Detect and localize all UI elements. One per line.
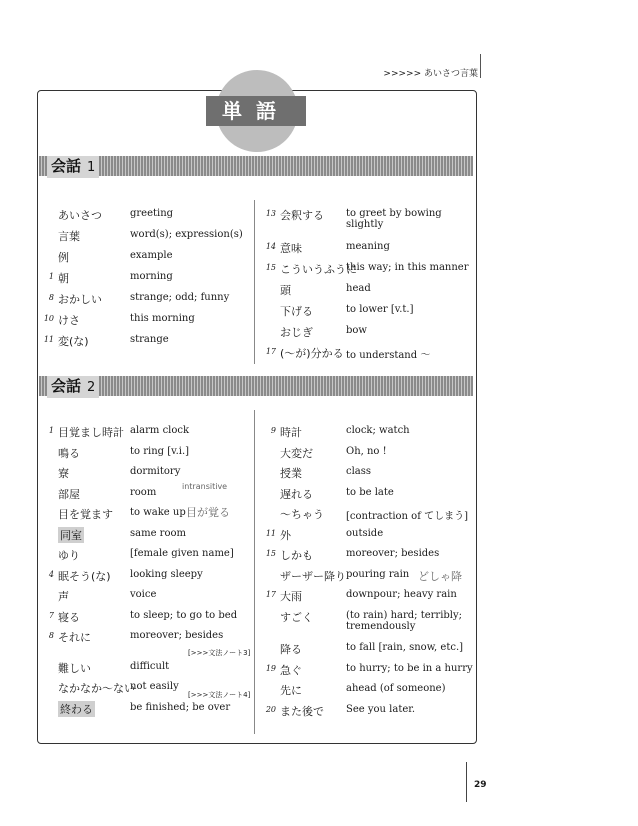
entry-japanese: 目覚まし時計 <box>58 426 124 439</box>
page-title: 単語 <box>206 96 306 126</box>
entry-japanese: 外 <box>280 528 291 542</box>
section-title: 会話 <box>51 157 82 175</box>
entry-japanese: 先に <box>280 684 302 697</box>
entry-number: 1 <box>48 426 54 435</box>
entry-number: 14 <box>265 242 276 251</box>
entry-english: downpour; heavy rain <box>346 589 457 600</box>
entry-english: looking sleepy <box>130 568 203 580</box>
entry-english: clock; watch <box>346 425 410 436</box>
entry-japanese: しかも <box>280 549 313 562</box>
entry-japanese: 声 <box>58 590 69 603</box>
entry-english: alarm clock <box>130 425 190 436</box>
entry-japanese: 遅れる <box>280 487 313 501</box>
entry-number: 20 <box>265 704 276 714</box>
entry-japanese: 終わる <box>60 702 93 716</box>
entry-japanese: 会釈する <box>280 209 324 222</box>
entry-english: morning <box>130 271 173 282</box>
entry-japanese: それに <box>58 631 91 644</box>
entry-japanese: 例 <box>58 251 69 264</box>
entry-japanese: 下げる <box>280 305 313 318</box>
entry-number: 4 <box>48 569 54 579</box>
entry-english: to hurry; to be in a hurry <box>346 662 473 674</box>
entry-english: bow <box>346 325 367 336</box>
entry-english: not easily <box>130 681 179 692</box>
entry-english: room <box>130 486 157 498</box>
handwritten-intransitive: intransitive <box>182 482 228 491</box>
entry-japanese: 大変だ <box>280 446 313 460</box>
entry-english: [female given name] <box>130 548 234 559</box>
entry-english: greeting <box>130 208 174 219</box>
entry-japanese: 眠そう(な) <box>58 569 111 583</box>
entry-japanese: すごく <box>280 610 313 624</box>
entry-japanese: 寝る <box>58 610 80 624</box>
entry-japanese: 難しい <box>58 661 91 675</box>
section-bar-2 <box>39 376 473 396</box>
entry-english: to fall [rain, snow, etc.] <box>346 642 464 653</box>
entry-english: dormitory <box>130 466 181 477</box>
entry-japanese: (～が)分かる <box>280 347 344 360</box>
entry-english: example <box>130 250 173 261</box>
page-number-rule <box>466 762 467 802</box>
entry-number: 15 <box>265 263 276 272</box>
entry-english: head <box>346 283 371 294</box>
entry-english: to wake up <box>130 507 186 518</box>
section-number: 2 <box>87 380 96 395</box>
entry-number: 8 <box>48 293 54 302</box>
entry-number: 1 <box>48 272 54 281</box>
handwritten-note-doshaburi: どしゃ降 <box>418 570 462 583</box>
section-bar-1 <box>39 156 473 176</box>
entry-number: 7 <box>48 610 54 620</box>
entry-number: 17 <box>265 590 276 599</box>
entry-number: 11 <box>43 335 54 344</box>
entry-english: to lower [v.t.] <box>346 304 414 315</box>
entry-japanese: 急ぐ <box>280 663 302 677</box>
entry-japanese: けさ <box>58 314 80 327</box>
entry-english: this way; in this manner <box>346 262 469 273</box>
entry-english: [contraction of てしまう] <box>346 511 468 522</box>
entry-japanese: ゆり <box>58 549 80 562</box>
entry-english: to greet by bowing slightly <box>346 208 442 230</box>
entry-japanese: 鳴る <box>58 446 80 460</box>
entry-number: 11 <box>265 528 276 538</box>
entry-japanese: 寮 <box>58 467 69 480</box>
entry-japanese: 変(な) <box>58 335 89 348</box>
entry-english: difficult <box>130 660 170 672</box>
entry-japanese: 授業 <box>280 467 302 480</box>
entry-english: same room <box>130 527 186 539</box>
entry-number: 10 <box>43 314 54 323</box>
entry-english: to ring [v.i.] <box>130 445 190 457</box>
entry-english: to sleep; to go to bed <box>130 609 238 621</box>
section-title: 会話 <box>51 377 82 395</box>
entry-number: 19 <box>265 663 276 673</box>
entry-english: strange <box>130 334 169 345</box>
entry-number: 17 <box>265 347 276 356</box>
entry-english: this morning <box>130 313 195 324</box>
entry-japanese: あいさつ <box>58 209 102 222</box>
handwritten-note-megasameru: 目が覚る <box>186 506 230 519</box>
section-number: 1 <box>87 160 96 175</box>
entry-japanese: おじぎ <box>280 326 313 339</box>
entry-english: pouring rain <box>346 568 410 580</box>
entry-english: moreover; besides <box>346 548 440 559</box>
entry-japanese: 部屋 <box>58 487 80 501</box>
entry-english: outside <box>346 527 384 539</box>
page-header: >>>>> あいさつ言葉 <box>383 69 478 79</box>
entry-japanese: ザーザー降り <box>280 569 346 583</box>
entry-english: ahead (of someone) <box>346 683 446 694</box>
entry-english: strange; odd; funny <box>130 292 230 303</box>
entry-japanese: 時計 <box>280 426 302 439</box>
entry-english: See you later. <box>346 703 416 715</box>
entry-english: moreover; besides <box>130 630 224 641</box>
section-label <box>47 156 99 178</box>
entry-number: 8 <box>48 631 54 640</box>
entry-english: Oh, no ! <box>346 445 387 457</box>
entry-japanese: 頭 <box>280 284 291 297</box>
entry-english: word(s); expression(s) <box>130 229 243 240</box>
entry-japanese: こういうふうに <box>280 263 357 276</box>
column-divider <box>254 410 255 734</box>
entry-japanese: 降る <box>280 643 302 656</box>
entry-japanese: 同室 <box>60 528 82 542</box>
entry-english: voice <box>130 589 157 600</box>
entry-japanese: おかしい <box>58 293 102 306</box>
entry-english: (to rain) hard; terribly; tremendously <box>346 609 463 632</box>
entry-english: to understand ～ <box>346 350 431 361</box>
grammar-note-4: [>>>文法ノート4] <box>188 691 251 699</box>
entry-english: to be late <box>346 486 394 498</box>
entry-japanese: なかなか～ない <box>58 682 135 695</box>
entry-japanese: 朝 <box>58 272 69 285</box>
entry-japanese: 意味 <box>280 242 302 255</box>
header-rule <box>480 54 481 78</box>
entry-japanese: ～ちゃう <box>280 508 324 521</box>
section-label <box>47 376 99 398</box>
entry-japanese: また後で <box>280 704 324 718</box>
grammar-note-3: [>>>文法ノート3] <box>188 649 251 657</box>
entry-number: 13 <box>265 209 276 218</box>
entry-english: meaning <box>346 241 390 252</box>
entry-japanese: 言葉 <box>58 230 80 243</box>
page-number: 29 <box>474 780 487 790</box>
entry-number: 9 <box>270 426 276 435</box>
entry-english: be finished; be over <box>130 701 231 713</box>
entry-japanese: 目を覚ます <box>58 508 113 521</box>
entry-japanese: 大雨 <box>280 590 302 603</box>
entry-number: 15 <box>265 549 276 558</box>
column-divider <box>254 200 255 364</box>
entry-english: class <box>346 466 372 477</box>
